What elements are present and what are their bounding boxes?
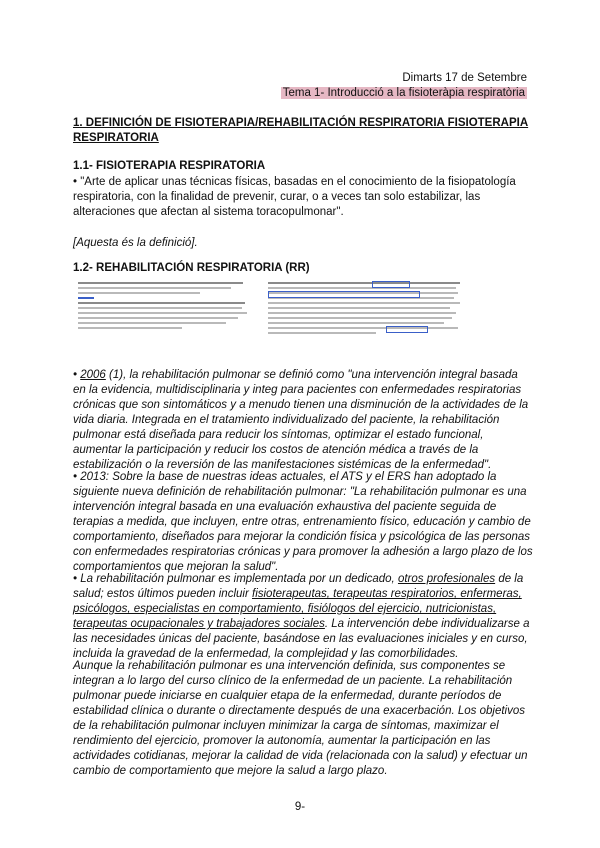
rr-definition-2006: • 2006 (1), la rehabilitación pulmonar se definió como "una intervención integral basada en la evidencia, multidisciplinaria y integ para pacientes con enfermedades respiratorias crónicas que son sintomáticos y a menudo tienen una disminución de la actividades de la vida diaria. Integrada en el tratamiento individualizado del paciente, la rehabilitación pulmonar está diseñada para reducir los síntomas, optimizar el estado funcional, aumentar la participación y reducir los costos de atención médica a través de la estabilización o la reversión de las manifestaciones sistémicas de la enfermedad". [73,369,529,471]
section-1-title: 1. DEFINICIÓN DE FISIOTERAPIA/REHABILITACIÓN RESPIRATORIA FISIOTERAPIA RESPIRATORIA [73,117,529,144]
embedded-text-image-left [78,282,252,348]
year-2006-link: 2006 [80,369,106,381]
section-1-2-title: 1.2- REHABILITACIÓN RESPIRATORIA (RR) [73,262,310,274]
otros-profesionales-link: otros profesionales [397,573,496,585]
section-1-1-title: 1.1- FISIOTERAPIA RESPIRATORIA [73,160,266,172]
embedded-text-image-right [268,282,464,348]
definition-quote: • "Arte de aplicar unas técnicas físicas, basadas en el conocimiento de la fisiopatología respiratoria, con la finalidad de prevenir, curar, o a veces tan solo estabilizar, las alteraciones que afectan al sistema toracopulmonar". [73,176,516,218]
header-topic: Tema 1- Introducció a la fisioteràpia respiratòria [282,87,525,99]
rr-objectives: Aunque la rehabilitación pulmonar es una intervención definida, sus componentes se integran a lo largo del curso clínico de la enfermedad de un paciente. La rehabilitación pulmonar puede iniciarse en cualquier etapa de la enfermedad, durante períodos de estabilidad clínica o durante o directamente después de una exacerbación. Los objetivos de la rehabilitación pulmonar incluyen minimizar la carga de síntomas, maximizar el rendimiento del ejercicio, promover la autonomía, aumentar la participación en las actividades cotidianas, mejorar la calidad de vida (relacionada con la salud) y efectuar un cambio de comportamiento que mejore la salud a largo plazo. [73,660,528,777]
rr-definition-2013: • 2013: Sobre la base de nuestras ideas actuales, el ATS y el ERS han adoptado la siguiente nueva definición de rehabilitación pulmonar: "La rehabilitación pulmonar es una intervención integral basada en una evaluación exhaustiva del paciente seguida de terapias a medida, que incluyen, entre otras, entrenamiento físico, educación y cambio de comportamiento, diseñados para mejorar la condición física y psicológica de las personas con enfermedades respiratorias crónicas y para promover la adhesión a largo plazo de los comportamientos que mejoran la salud". [73,471,533,573]
header-date: Dimarts 17 de Setembre [402,72,527,84]
rr-professionals: • La rehabilitación pulmonar es implementada por un dedicado, otros profesionales de la salud; estos últimos pueden incluir fisioterapeutas, terapeutas respiratorios, enfermeras, psicólogos, especialistas en comportamiento, fisiólogos del ejercicio, nutricionistas, terapeutas ocupacionales y trabajadores sociales. La intervención debe individualizarse a las necesidades únicas del paciente, basándose en las evaluaciones iniciales y en curso, incluida la gravedad de la enfermedad, la complejidad y las comorbilidades. [73,573,530,660]
professionals-list: fisioterapeutas, terapeutas respiratorios, enfermeras, psicólogos, especialistas en comportamiento, fisiólogos del ejercicio, nutricionistas, terapeutas ocupacionales y trabajadores sociales [73,588,522,630]
page-number: 9- [294,801,306,813]
definition-note: [Aquesta és la definició]. [73,237,198,249]
